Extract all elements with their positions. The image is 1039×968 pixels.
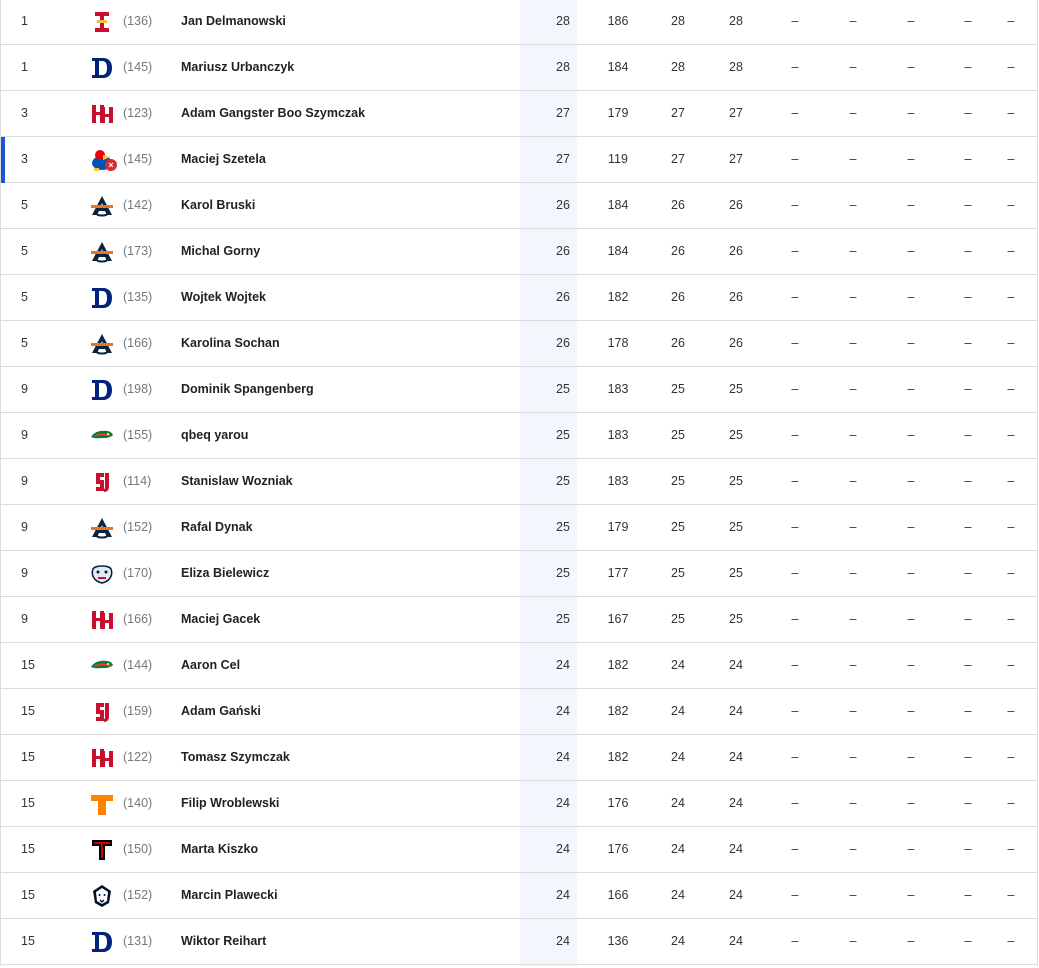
rank-cell: 5: [21, 290, 28, 304]
score-cell: 26: [729, 244, 743, 258]
round-cell: –: [791, 428, 799, 442]
player-name[interactable]: Stanislaw Wozniak: [181, 474, 293, 488]
round-cell: –: [907, 474, 915, 488]
score-cell: 24: [556, 842, 570, 856]
round-cell: –: [907, 336, 915, 350]
round-cell: –: [1007, 842, 1015, 856]
round-cell: –: [791, 336, 799, 350]
florida-logo: [89, 653, 115, 679]
table-row[interactable]: [1, 367, 1037, 413]
seed-cell: (145): [123, 152, 153, 166]
round-cell: –: [791, 290, 799, 304]
round-cell: –: [907, 198, 915, 212]
round-cell: –: [849, 842, 857, 856]
round-cell: –: [907, 60, 915, 74]
round-cell: –: [791, 704, 799, 718]
round-cell: –: [964, 888, 972, 902]
round-cell: –: [849, 704, 857, 718]
score-cell: 25: [729, 566, 743, 580]
seed-cell: (150): [123, 842, 153, 856]
rank-cell: 3: [21, 106, 28, 120]
round-cell: –: [791, 14, 799, 28]
player-name[interactable]: Michal Gorny: [181, 244, 261, 258]
score-cell: 26: [729, 198, 743, 212]
score-cell: 26: [556, 244, 570, 258]
round-cell: –: [907, 658, 915, 672]
player-name[interactable]: Wiktor Reihart: [181, 934, 267, 948]
round-cell: –: [907, 566, 915, 580]
round-cell: –: [791, 152, 799, 166]
rank-cell: 1: [21, 14, 28, 28]
player-name[interactable]: Maciej Szetela: [181, 152, 266, 166]
round-cell: –: [849, 60, 857, 74]
seed-cell: (140): [123, 796, 153, 810]
rank-cell: 9: [21, 428, 28, 442]
player-name[interactable]: Jan Delmanowski: [181, 14, 286, 28]
rank-cell: 15: [21, 842, 35, 856]
round-cell: –: [1007, 336, 1015, 350]
player-name[interactable]: Wojtek Wojtek: [181, 290, 266, 304]
st-johns-logo: [89, 699, 115, 725]
score-cell: 27: [729, 152, 743, 166]
score-cell: 26: [556, 290, 570, 304]
rank-cell: 15: [21, 704, 35, 718]
score-cell: 24: [729, 796, 743, 810]
table-row[interactable]: [1, 91, 1037, 137]
round-cell: –: [1007, 612, 1015, 626]
score-cell: 25: [556, 382, 570, 396]
round-cell: –: [964, 60, 972, 74]
score-cell: 28: [556, 60, 570, 74]
kansas-logo: [89, 147, 115, 173]
round-cell: –: [964, 474, 972, 488]
round-cell: –: [907, 704, 915, 718]
tiebreaker-cell: 183: [607, 428, 629, 442]
tiebreaker-cell: 176: [607, 796, 629, 810]
score-cell: 24: [556, 888, 570, 902]
round-cell: –: [849, 152, 857, 166]
round-cell: –: [849, 888, 857, 902]
player-name[interactable]: Karol Bruski: [181, 198, 256, 212]
player-name[interactable]: qbeq yarou: [181, 428, 249, 442]
table-row[interactable]: [1, 643, 1037, 689]
texas-tech-logo: [89, 837, 115, 863]
auburn-logo: [89, 239, 115, 265]
round-cell: –: [849, 612, 857, 626]
round-cell: –: [907, 106, 915, 120]
rank-cell: 1: [21, 60, 28, 74]
round-cell: –: [1007, 290, 1015, 304]
tiebreaker-cell: 136: [607, 934, 629, 948]
table-row[interactable]: [1, 873, 1037, 919]
score-cell: 28: [671, 14, 685, 28]
table-row[interactable]: [1, 505, 1037, 551]
round-cell: –: [1007, 428, 1015, 442]
score-cell: 24: [556, 796, 570, 810]
score-cell: 25: [671, 520, 685, 534]
seed-cell: (123): [123, 106, 153, 120]
score-cell: 24: [729, 704, 743, 718]
round-cell: –: [964, 520, 972, 534]
score-cell: 25: [729, 520, 743, 534]
round-cell: –: [1007, 60, 1015, 74]
round-cell: –: [849, 474, 857, 488]
score-cell: 24: [671, 934, 685, 948]
rank-cell: 9: [21, 382, 28, 396]
tiebreaker-cell: 184: [607, 198, 629, 212]
auburn-logo: [89, 331, 115, 357]
table-row[interactable]: [1, 413, 1037, 459]
round-cell: –: [791, 382, 799, 396]
round-cell: –: [1007, 14, 1015, 28]
player-name[interactable]: Mariusz Urbanczyk: [181, 60, 295, 74]
player-name[interactable]: Eliza Bielewicz: [181, 566, 270, 580]
round-cell: –: [791, 612, 799, 626]
score-cell: 25: [556, 520, 570, 534]
duke-logo: [89, 377, 115, 403]
round-cell: –: [964, 704, 972, 718]
score-cell: 28: [671, 60, 685, 74]
score-cell: 25: [556, 566, 570, 580]
score-cell: 28: [729, 14, 743, 28]
tiebreaker-cell: 179: [607, 106, 629, 120]
player-name[interactable]: Filip Wroblewski: [181, 796, 280, 810]
round-cell: –: [1007, 934, 1015, 948]
tiebreaker-cell: 176: [607, 842, 629, 856]
score-cell: 24: [729, 934, 743, 948]
seed-cell: (166): [123, 336, 153, 350]
seed-cell: (135): [123, 290, 153, 304]
score-cell: 25: [671, 474, 685, 488]
round-cell: –: [1007, 658, 1015, 672]
round-cell: –: [849, 14, 857, 28]
score-cell: 26: [556, 198, 570, 212]
score-cell: 27: [671, 106, 685, 120]
seed-cell: (198): [123, 382, 153, 396]
tiebreaker-cell: 167: [607, 612, 629, 626]
round-cell: –: [964, 244, 972, 258]
round-cell: –: [907, 796, 915, 810]
score-cell: 26: [671, 336, 685, 350]
round-cell: –: [907, 244, 915, 258]
houston-logo: [89, 101, 115, 127]
round-cell: –: [1007, 704, 1015, 718]
table-row[interactable]: [1, 229, 1037, 275]
auburn-logo: [89, 193, 115, 219]
round-cell: –: [964, 428, 972, 442]
score-cell: 24: [671, 888, 685, 902]
tiebreaker-cell: 119: [608, 152, 628, 166]
score-cell: 25: [729, 612, 743, 626]
score-cell: 25: [671, 612, 685, 626]
player-name[interactable]: Adam Gański: [181, 704, 261, 718]
score-cell: 24: [556, 750, 570, 764]
round-cell: –: [907, 888, 915, 902]
score-cell: 26: [729, 290, 743, 304]
round-cell: –: [791, 520, 799, 534]
tiebreaker-cell: 166: [607, 888, 629, 902]
score-cell: 24: [671, 796, 685, 810]
player-name[interactable]: Adam Gangster Boo Szymczak: [181, 106, 366, 120]
tennessee-logo: [89, 791, 115, 817]
score-cell: 27: [556, 106, 570, 120]
eliminated-x-icon: ×: [105, 159, 117, 171]
table-row[interactable]: [1, 781, 1037, 827]
score-cell: 24: [671, 704, 685, 718]
round-cell: –: [1007, 520, 1015, 534]
florida-logo: [89, 423, 115, 449]
rank-cell: 15: [21, 658, 35, 672]
table-row[interactable]: [1, 827, 1037, 873]
round-cell: –: [907, 934, 915, 948]
round-cell: –: [849, 106, 857, 120]
round-cell: –: [791, 60, 799, 74]
player-name[interactable]: Maciej Gacek: [181, 612, 261, 626]
player-name[interactable]: Rafal Dynak: [181, 520, 253, 534]
round-cell: –: [849, 198, 857, 212]
rank-cell: 5: [21, 336, 28, 350]
round-cell: –: [1007, 750, 1015, 764]
score-cell: 28: [556, 14, 570, 28]
round-cell: –: [791, 888, 799, 902]
round-cell: –: [907, 152, 915, 166]
seed-cell: (152): [123, 520, 153, 534]
score-cell: 25: [671, 428, 685, 442]
seed-cell: (136): [123, 14, 153, 28]
round-cell: –: [964, 290, 972, 304]
seed-cell: (122): [123, 750, 153, 764]
table-row[interactable]: [1, 689, 1037, 735]
tiebreaker-cell: 183: [607, 382, 629, 396]
round-cell: –: [791, 934, 799, 948]
seed-cell: (173): [123, 244, 153, 258]
round-cell: –: [1007, 566, 1015, 580]
seed-cell: (159): [123, 704, 153, 718]
round-cell: –: [964, 658, 972, 672]
round-cell: –: [964, 934, 972, 948]
round-cell: –: [849, 244, 857, 258]
seed-cell: (114): [123, 474, 152, 488]
round-cell: –: [849, 428, 857, 442]
tiebreaker-cell: 177: [607, 566, 629, 580]
round-cell: –: [907, 520, 915, 534]
round-cell: –: [791, 842, 799, 856]
duke-logo: [89, 285, 115, 311]
score-cell: 24: [556, 934, 570, 948]
rank-cell: 3: [21, 152, 28, 166]
player-name[interactable]: Karolina Sochan: [181, 336, 280, 350]
round-cell: –: [1007, 474, 1015, 488]
duke-logo: [89, 929, 115, 955]
score-cell: 24: [556, 704, 570, 718]
round-cell: –: [964, 612, 972, 626]
score-cell: 26: [671, 244, 685, 258]
rank-cell: 5: [21, 198, 28, 212]
seed-cell: (166): [123, 612, 153, 626]
score-cell: 25: [556, 474, 570, 488]
round-cell: –: [907, 842, 915, 856]
tiebreaker-cell: 179: [607, 520, 629, 534]
gonzaga-logo: [89, 561, 115, 587]
round-cell: –: [907, 382, 915, 396]
tiebreaker-cell: 184: [607, 244, 629, 258]
round-cell: –: [849, 796, 857, 810]
tiebreaker-cell: 182: [607, 658, 629, 672]
round-cell: –: [1007, 796, 1015, 810]
score-cell: 25: [556, 428, 570, 442]
round-cell: –: [791, 106, 799, 120]
score-cell: 28: [729, 60, 743, 74]
table-row[interactable]: [1, 137, 1037, 183]
score-cell: 24: [729, 842, 743, 856]
score-cell: 27: [729, 106, 743, 120]
player-name[interactable]: Marcin Plawecki: [181, 888, 278, 902]
table-row[interactable]: [1, 551, 1037, 597]
seed-cell: (145): [123, 60, 153, 74]
rank-cell: 15: [21, 934, 35, 948]
score-cell: 25: [729, 474, 743, 488]
round-cell: –: [849, 290, 857, 304]
round-cell: –: [1007, 198, 1015, 212]
score-cell: 24: [729, 750, 743, 764]
round-cell: –: [791, 566, 799, 580]
auburn-logo: [89, 515, 115, 541]
seed-cell: (144): [123, 658, 153, 672]
round-cell: –: [791, 796, 799, 810]
iowa-state-logo: [89, 9, 115, 35]
rank-cell: 15: [21, 796, 35, 810]
seed-cell: (170): [123, 566, 153, 580]
tiebreaker-cell: 186: [607, 14, 629, 28]
tiebreaker-cell: 182: [607, 290, 629, 304]
round-cell: –: [907, 612, 915, 626]
houston-logo: [89, 607, 115, 633]
score-cell: 27: [671, 152, 685, 166]
round-cell: –: [964, 198, 972, 212]
round-cell: –: [849, 934, 857, 948]
table-row[interactable]: [1, 597, 1037, 643]
round-cell: –: [964, 796, 972, 810]
round-cell: –: [964, 152, 972, 166]
seed-cell: (155): [123, 428, 153, 442]
round-cell: –: [791, 198, 799, 212]
houston-logo: [89, 745, 115, 771]
round-cell: –: [849, 336, 857, 350]
round-cell: –: [964, 14, 972, 28]
table-row[interactable]: [1, 459, 1037, 505]
score-cell: 25: [671, 566, 685, 580]
table-row[interactable]: [1, 735, 1037, 781]
score-cell: 24: [556, 658, 570, 672]
score-cell: 27: [556, 152, 570, 166]
table-row[interactable]: [1, 45, 1037, 91]
player-name[interactable]: Tomasz Szymczak: [181, 750, 290, 764]
table-row[interactable]: [1, 183, 1037, 229]
rank-cell: 15: [21, 888, 35, 902]
score-cell: 26: [671, 198, 685, 212]
round-cell: –: [907, 14, 915, 28]
score-cell: 24: [671, 658, 685, 672]
tiebreaker-cell: 184: [607, 60, 629, 74]
round-cell: –: [849, 520, 857, 534]
tiebreaker-cell: 178: [607, 336, 629, 350]
round-cell: –: [849, 750, 857, 764]
round-cell: –: [1007, 382, 1015, 396]
score-cell: 26: [729, 336, 743, 350]
round-cell: –: [1007, 152, 1015, 166]
score-cell: 25: [556, 612, 570, 626]
round-cell: –: [964, 750, 972, 764]
score-cell: 26: [671, 290, 685, 304]
round-cell: –: [791, 750, 799, 764]
rank-cell: 9: [21, 474, 28, 488]
round-cell: –: [1007, 888, 1015, 902]
rank-cell: 9: [21, 612, 28, 626]
rank-cell: 15: [21, 750, 35, 764]
round-cell: –: [907, 428, 915, 442]
score-cell: 25: [729, 428, 743, 442]
round-cell: –: [964, 566, 972, 580]
duke-logo: [89, 55, 115, 81]
seed-cell: (131): [123, 934, 153, 948]
round-cell: –: [964, 842, 972, 856]
round-cell: –: [907, 290, 915, 304]
score-cell: 26: [556, 336, 570, 350]
st-johns-logo: [89, 469, 115, 495]
tiebreaker-cell: 182: [607, 704, 629, 718]
round-cell: –: [791, 658, 799, 672]
rank-cell: 9: [21, 566, 28, 580]
round-cell: –: [964, 382, 972, 396]
seed-cell: (142): [123, 198, 153, 212]
rank-cell: 9: [21, 520, 28, 534]
round-cell: –: [907, 750, 915, 764]
player-name[interactable]: Aaron Cel: [181, 658, 241, 672]
table-row[interactable]: [1, 919, 1037, 965]
tiebreaker-cell: 183: [607, 474, 629, 488]
seed-cell: (152): [123, 888, 153, 902]
round-cell: –: [964, 336, 972, 350]
table-row[interactable]: [1, 275, 1037, 321]
player-name[interactable]: Marta Kiszko: [181, 842, 259, 856]
round-cell: –: [849, 658, 857, 672]
round-cell: –: [1007, 244, 1015, 258]
player-name[interactable]: Dominik Spangenberg: [181, 382, 314, 396]
score-cell: 24: [671, 842, 685, 856]
round-cell: –: [849, 566, 857, 580]
round-cell: –: [791, 244, 799, 258]
table-row[interactable]: [1, 0, 1037, 45]
tiebreaker-cell: 182: [607, 750, 629, 764]
round-cell: –: [964, 106, 972, 120]
rank-cell: 5: [21, 244, 28, 258]
round-cell: –: [849, 382, 857, 396]
round-cell: –: [1007, 106, 1015, 120]
score-cell: 24: [729, 658, 743, 672]
table-row[interactable]: [1, 321, 1037, 367]
round-cell: –: [791, 474, 799, 488]
score-cell: 25: [729, 382, 743, 396]
uconn-logo: [89, 883, 115, 909]
score-cell: 24: [729, 888, 743, 902]
score-cell: 25: [671, 382, 685, 396]
score-cell: 24: [671, 750, 685, 764]
